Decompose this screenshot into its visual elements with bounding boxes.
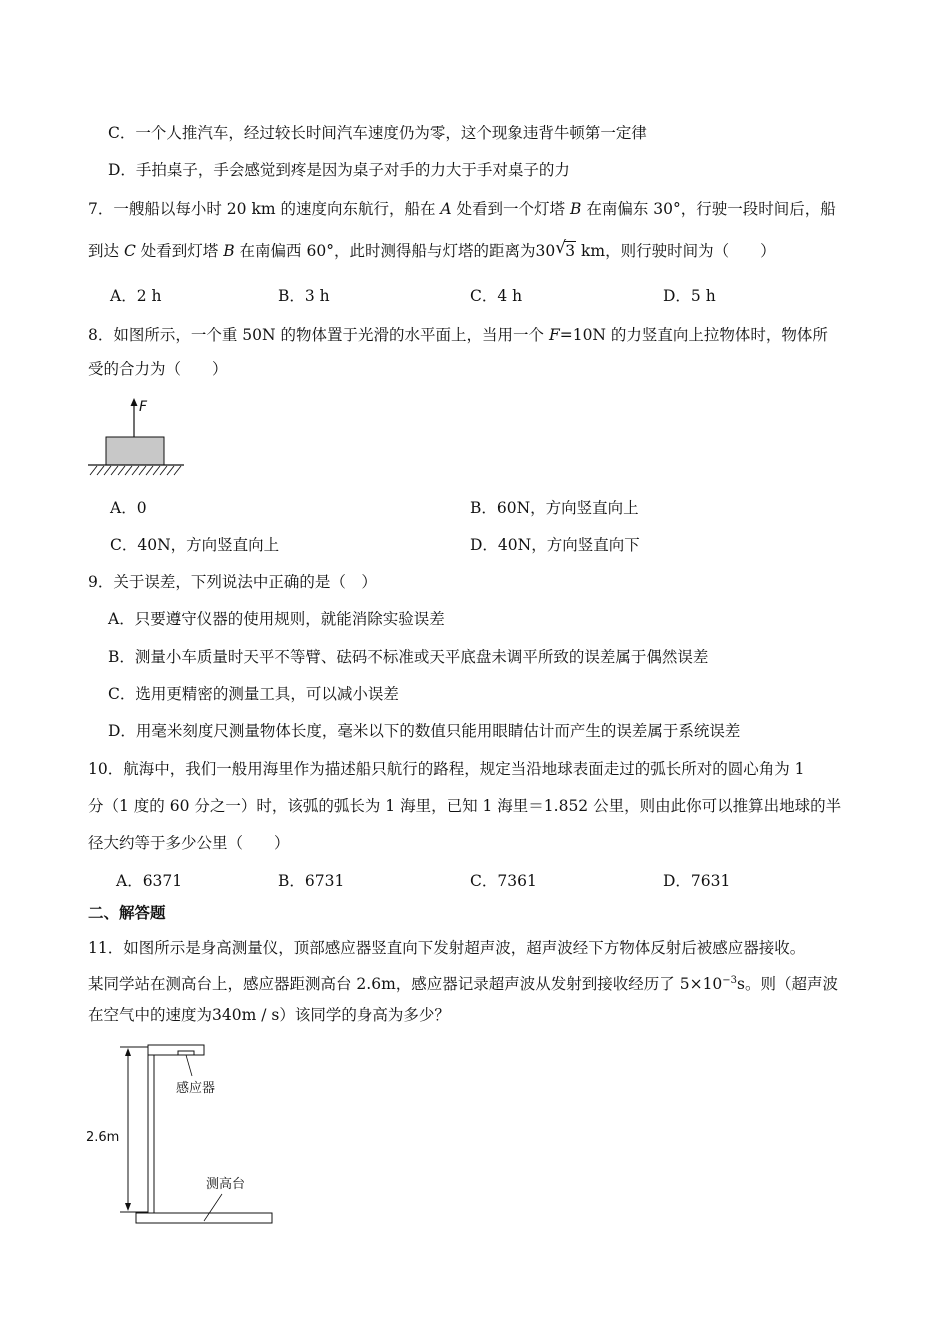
q8-option-b: B．60N，方向竖直向上: [470, 499, 639, 517]
sensor-label: 感应器: [176, 1081, 216, 1096]
q9-option-a: A．只要遵守仪器的使用规则，就能消除实验误差: [108, 610, 445, 628]
q8-figure: [84, 395, 194, 480]
platform: [136, 1213, 272, 1223]
q7-stem-line2: 到达 C 处看到灯塔 B 在南偏西 60°，此时测得船与灯塔的距离为30 √ 3 km，则行驶时间为（ ）: [88, 238, 776, 260]
height-label: 2.6m: [86, 1130, 120, 1145]
dimension-arrow-up: [125, 1048, 131, 1056]
q8-option-a: A．0: [110, 499, 147, 517]
q9-option-d: D．用毫米刻度尺测量物体长度，毫米以下的数值只能用眼睛估计而产生的误差属于系统误差: [108, 722, 741, 740]
q11-stem-line3: 在空气中的速度为340m / s）该同学的身高为多少？: [88, 1006, 450, 1024]
sensor: [178, 1051, 194, 1055]
q10-option-a: A．6371: [116, 872, 183, 890]
q9-stem: 9．关于误差，下列说法中正确的是（ ）: [88, 573, 377, 591]
q9-option-b: B．测量小车质量时天平不等臂、砝码不标准或天平底盘未调平所致的误差属于偶然误差: [108, 648, 709, 666]
q10-stem-line3: 径大约等于多少公里（ ）: [88, 834, 290, 852]
q8-option-c: C．40N，方向竖直向上: [110, 536, 280, 554]
q11-stem-line1: 11．如图所示是身高测量仪，顶部感应器竖直向下发射超声波，超声波经下方物体反射后被感应器接收。: [88, 939, 806, 957]
section-heading: 二、解答题: [88, 903, 166, 922]
dimension-arrow-down: [125, 1203, 131, 1211]
block: [106, 437, 164, 465]
q6-option-c: C．一个人推汽车，经过较长时间汽车速度仍为零，这个现象违背牛顿第一定律: [108, 124, 647, 142]
q8-option-d: D．40N，方向竖直向下: [470, 536, 640, 554]
q9-option-c: C．选用更精密的测量工具，可以减小误差: [108, 685, 399, 703]
sensor-leader: [186, 1055, 192, 1076]
pole: [148, 1045, 154, 1213]
q7-option-a: A．2 h: [110, 287, 162, 305]
q11-stem-line2: 某同学站在测高台上，感应器距测高台 2.6m，感应器记录超声波从发射到接收经历了 $5\times 10^{-3}s$。则（超声波: [88, 975, 839, 994]
q10-stem-line2: 分（1 度的 60 分之一）时，该弧的弧长为 1 海里，已知 1 海里＝1.852 公里，则由此你可以推算出地球的半: [88, 797, 842, 815]
q10-option-c: C．7361: [470, 872, 537, 890]
force-label: F: [139, 399, 148, 415]
top-arm: [148, 1045, 204, 1055]
ground-hatch: [90, 466, 181, 475]
q10-option-d: D．7631: [663, 872, 731, 890]
q7-stem-line1: 7．一艘船以每小时 20 km 的速度向东航行，船在 A 处看到一个灯塔 B 在南偏东 30°，行驶一段时间后，船: [88, 200, 836, 218]
q8-stem-line2: 受的合力为（ ）: [88, 360, 228, 378]
q10-stem-line1: 10．航海中，我们一般用海里作为描述船只航行的路程，规定当沿地球表面走过的弧长所对的圆心角为 1: [88, 760, 805, 778]
q10-option-b: B．6731: [278, 872, 345, 890]
platform-label: 测高台: [206, 1177, 246, 1192]
q6-option-d: D．手拍桌子，手会感觉到疼是因为桌子对手的力大于手对桌子的力: [108, 161, 570, 179]
q7-option-b: B．3 h: [278, 287, 330, 305]
q7-option-c: C．4 h: [470, 287, 523, 305]
q11-figure: [84, 1040, 284, 1230]
q7-option-d: D．5 h: [663, 287, 716, 305]
force-arrowhead: [131, 398, 138, 406]
q8-stem-line1: 8．如图所示，一个重 50N 的物体置于光滑的水平面上，当用一个 F=10N 的力竖直向上拉物体时，物体所: [88, 326, 828, 344]
